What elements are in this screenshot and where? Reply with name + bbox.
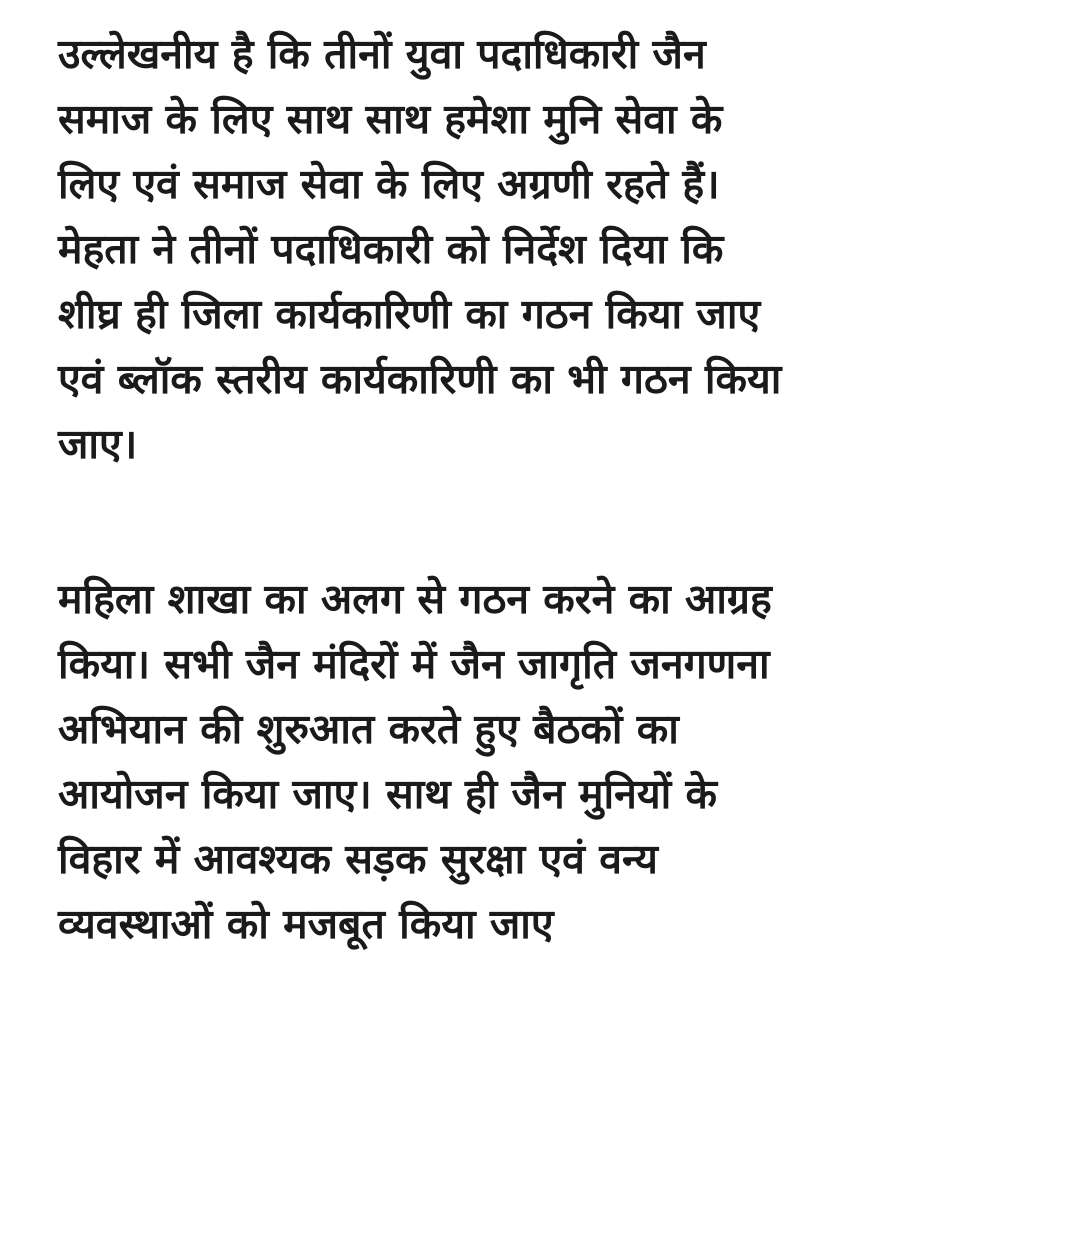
text-line: लिए एवं समाज सेवा के लिए अग्रणी रहते हैं। (58, 160, 720, 208)
text-line: महिला शाखा का अलग से गठन करने का आग्रह (58, 575, 772, 623)
text-line: एवं ब्लॉक स्तरीय कार्यकारिणी का भी गठन किया (58, 355, 782, 403)
text-line: अभियान की शुरुआत करते हुए बैठकों का (58, 705, 679, 753)
text-line: जाए। (58, 420, 138, 468)
text-line: मेहता ने तीनों पदाधिकारी को निर्देश दिया कि (58, 225, 724, 273)
text-line: आयोजन किया जाए। साथ ही जैन मुनियों के (58, 770, 718, 818)
article-body (58, 22, 1038, 957)
text-line: समाज के लिए साथ साथ हमेशा मुनि सेवा के (58, 95, 723, 143)
text-line: किया। सभी जैन मंदिरों में जैन जागृति जनगणना (58, 640, 770, 688)
text-line: उल्लेखनीय है कि तीनों युवा पदाधिकारी जैन (58, 30, 706, 78)
text-line: शीघ्र ही जिला कार्यकारिणी का गठन किया जाए (58, 290, 761, 338)
text-line: विहार में आवश्यक सड़क सुरक्षा एवं वन्य (58, 835, 658, 883)
paragraph-1 (58, 22, 1038, 477)
text-line: व्यवस्थाओं को मजबूत किया जाए (58, 900, 554, 948)
paragraph-2 (58, 567, 1038, 957)
paragraph-divider (58, 477, 1038, 567)
